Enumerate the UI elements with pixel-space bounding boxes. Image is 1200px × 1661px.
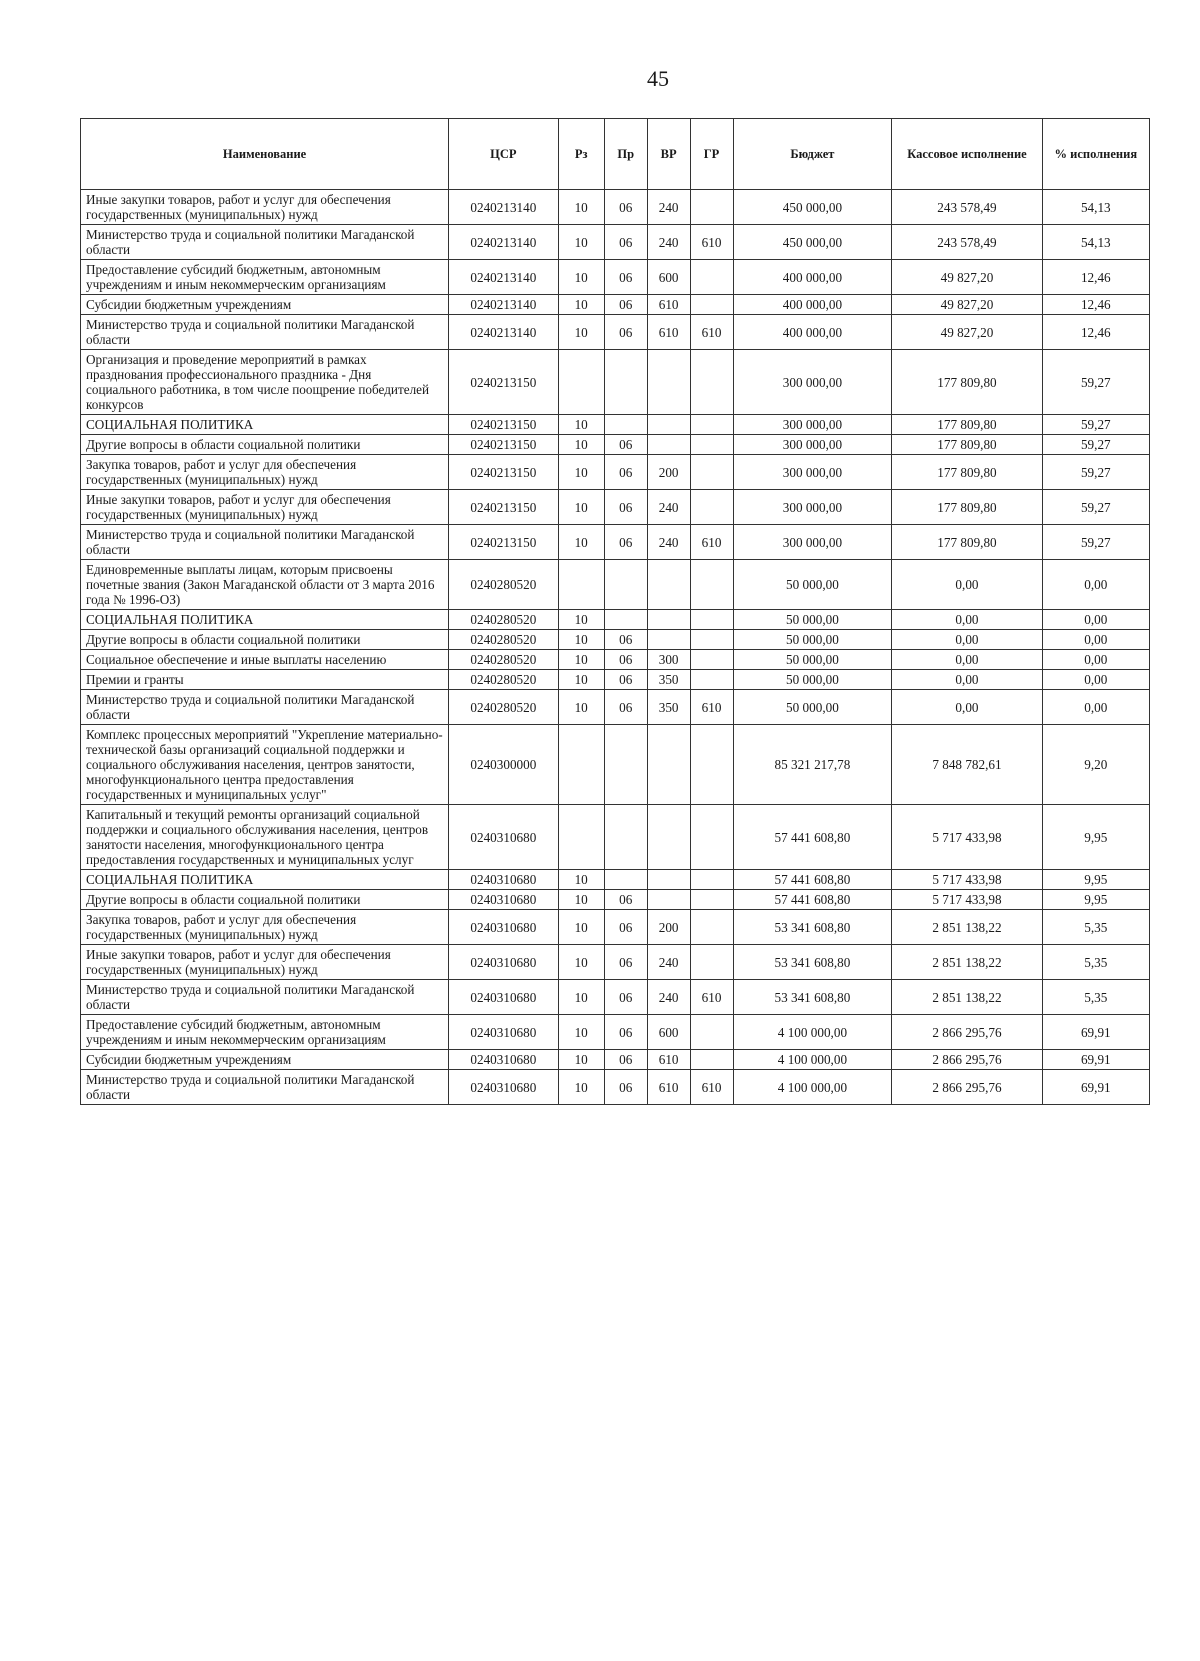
cell-gr: [690, 725, 733, 805]
cell-cash: 0,00: [892, 610, 1042, 630]
cell-pr: 06: [604, 295, 647, 315]
cell-csr: 0240213140: [449, 295, 558, 315]
cell-name: Министерство труда и социальной политики Магаданской области: [81, 315, 449, 350]
cell-vr: 350: [647, 670, 690, 690]
cell-vr: 610: [647, 295, 690, 315]
table-row: [81, 910, 1150, 945]
cell-gr: 610: [690, 525, 733, 560]
table-row: [81, 1015, 1150, 1050]
cell-budget: 4 100 000,00: [733, 1050, 892, 1070]
table-row: [81, 690, 1150, 725]
cell-gr: [690, 650, 733, 670]
cell-budget: 450 000,00: [733, 225, 892, 260]
table-row: [81, 315, 1150, 350]
table-row: [81, 260, 1150, 295]
cell-cash: 2 851 138,22: [892, 945, 1042, 980]
cell-budget: 57 441 608,80: [733, 890, 892, 910]
cell-csr: 0240280520: [449, 650, 558, 670]
cell-pr: 06: [604, 890, 647, 910]
cell-budget: 4 100 000,00: [733, 1070, 892, 1105]
cell-percent: 0,00: [1042, 560, 1149, 610]
cell-rz: 10: [558, 870, 604, 890]
cell-name: Министерство труда и социальной политики Магаданской области: [81, 525, 449, 560]
cell-pr: 06: [604, 315, 647, 350]
cell-vr: 240: [647, 490, 690, 525]
cell-name: Премии и гранты: [81, 670, 449, 690]
cell-csr: 0240213140: [449, 315, 558, 350]
cell-csr: 0240310680: [449, 890, 558, 910]
cell-budget: 400 000,00: [733, 260, 892, 295]
cell-rz: 10: [558, 455, 604, 490]
cell-pr: 06: [604, 1015, 647, 1050]
cell-pr: 06: [604, 225, 647, 260]
cell-vr: 200: [647, 455, 690, 490]
cell-budget: 4 100 000,00: [733, 1015, 892, 1050]
cell-rz: 10: [558, 435, 604, 455]
cell-budget: 50 000,00: [733, 560, 892, 610]
cell-pr: 06: [604, 455, 647, 490]
cell-cash: 2 866 295,76: [892, 1070, 1042, 1105]
cell-gr: [690, 190, 733, 225]
cell-pr: 06: [604, 1050, 647, 1070]
cell-pr: [604, 805, 647, 870]
cell-cash: 0,00: [892, 690, 1042, 725]
cell-csr: 0240213150: [449, 455, 558, 490]
cell-name: Министерство труда и социальной политики Магаданской области: [81, 690, 449, 725]
cell-percent: 9,95: [1042, 870, 1149, 890]
header-pr: Пр: [604, 119, 647, 190]
cell-csr: 0240280520: [449, 610, 558, 630]
cell-budget: 300 000,00: [733, 435, 892, 455]
cell-gr: [690, 560, 733, 610]
cell-rz: 10: [558, 980, 604, 1015]
cell-name: Закупка товаров, работ и услуг для обеспечения государственных (муниципальных) нужд: [81, 910, 449, 945]
cell-csr: 0240310680: [449, 910, 558, 945]
cell-name: Капитальный и текущий ремонты организаций социальной поддержки и социального обслуживания населения, центров занятости населения, многофункционального центра предоставления государственных и муниципальных услуг: [81, 805, 449, 870]
cell-percent: 59,27: [1042, 435, 1149, 455]
header-name: Наименование: [81, 119, 449, 190]
cell-csr: 0240310680: [449, 1070, 558, 1105]
cell-rz: 10: [558, 650, 604, 670]
table-row: [81, 225, 1150, 260]
cell-budget: 53 341 608,80: [733, 980, 892, 1015]
cell-pr: 06: [604, 650, 647, 670]
cell-csr: 0240213150: [449, 490, 558, 525]
cell-gr: 610: [690, 690, 733, 725]
cell-rz: [558, 350, 604, 415]
table-row: [81, 525, 1150, 560]
cell-gr: [690, 415, 733, 435]
cell-gr: [690, 890, 733, 910]
cell-cash: 2 851 138,22: [892, 910, 1042, 945]
table-row: [81, 980, 1150, 1015]
cell-percent: 59,27: [1042, 350, 1149, 415]
cell-csr: 0240213150: [449, 435, 558, 455]
cell-cash: 0,00: [892, 670, 1042, 690]
cell-name: Комплекс процессных мероприятий "Укрепление материально-технической базы организаций социальной поддержки и социального обслуживания населения, центров занятости, многофункционального центра предоставления государственных и муниципальных услуг": [81, 725, 449, 805]
cell-name: Иные закупки товаров, работ и услуг для обеспечения государственных (муниципальных) нужд: [81, 190, 449, 225]
table-header-row: [81, 119, 1150, 190]
cell-percent: 59,27: [1042, 525, 1149, 560]
cell-rz: 10: [558, 315, 604, 350]
cell-rz: 10: [558, 490, 604, 525]
table-row: [81, 435, 1150, 455]
cell-cash: 5 717 433,98: [892, 870, 1042, 890]
cell-gr: 610: [690, 315, 733, 350]
cell-rz: [558, 725, 604, 805]
table-row: [81, 350, 1150, 415]
cell-cash: 2 851 138,22: [892, 980, 1042, 1015]
cell-vr: [647, 610, 690, 630]
table-row: [81, 295, 1150, 315]
cell-csr: 0240310680: [449, 980, 558, 1015]
cell-budget: 300 000,00: [733, 525, 892, 560]
cell-csr: 0240213140: [449, 190, 558, 225]
cell-cash: 7 848 782,61: [892, 725, 1042, 805]
cell-name: Предоставление субсидий бюджетным, автономным учреждениям и иным некоммерческим организациям: [81, 1015, 449, 1050]
cell-pr: 06: [604, 260, 647, 295]
cell-rz: 10: [558, 690, 604, 725]
cell-gr: [690, 455, 733, 490]
cell-percent: 12,46: [1042, 260, 1149, 295]
cell-percent: 0,00: [1042, 690, 1149, 725]
cell-gr: [690, 490, 733, 525]
cell-rz: 10: [558, 295, 604, 315]
cell-percent: 0,00: [1042, 670, 1149, 690]
cell-gr: 610: [690, 225, 733, 260]
cell-gr: [690, 350, 733, 415]
header-cash: Кассовое исполнение: [892, 119, 1042, 190]
cell-percent: 59,27: [1042, 490, 1149, 525]
cell-gr: [690, 1050, 733, 1070]
header-budget: Бюджет: [733, 119, 892, 190]
page-number: 45: [647, 66, 669, 91]
cell-gr: [690, 805, 733, 870]
cell-cash: 0,00: [892, 560, 1042, 610]
cell-cash: 49 827,20: [892, 315, 1042, 350]
cell-cash: 177 809,80: [892, 490, 1042, 525]
cell-vr: [647, 890, 690, 910]
table-row: [81, 670, 1150, 690]
cell-name: Единовременные выплаты лицам, которым присвоены почетные звания (Закон Магаданской области от 3 марта 2016 года № 1996-ОЗ): [81, 560, 449, 610]
cell-percent: 9,95: [1042, 805, 1149, 870]
cell-rz: 10: [558, 525, 604, 560]
table-row: [81, 560, 1150, 610]
cell-vr: [647, 350, 690, 415]
cell-csr: 0240310680: [449, 870, 558, 890]
cell-budget: 50 000,00: [733, 610, 892, 630]
cell-budget: 57 441 608,80: [733, 870, 892, 890]
cell-pr: 06: [604, 490, 647, 525]
cell-csr: 0240310680: [449, 1015, 558, 1050]
cell-percent: 12,46: [1042, 295, 1149, 315]
cell-name: Министерство труда и социальной политики Магаданской области: [81, 1070, 449, 1105]
cell-rz: 10: [558, 630, 604, 650]
cell-csr: 0240280520: [449, 630, 558, 650]
cell-gr: [690, 435, 733, 455]
cell-percent: 5,35: [1042, 945, 1149, 980]
cell-budget: 300 000,00: [733, 490, 892, 525]
cell-percent: 9,20: [1042, 725, 1149, 805]
cell-rz: 10: [558, 890, 604, 910]
cell-rz: 10: [558, 1070, 604, 1105]
cell-vr: 610: [647, 1050, 690, 1070]
table-row: [81, 610, 1150, 630]
table-row: [81, 1050, 1150, 1070]
cell-pr: 06: [604, 190, 647, 225]
cell-gr: 610: [690, 1070, 733, 1105]
cell-pr: 06: [604, 435, 647, 455]
cell-pr: 06: [604, 980, 647, 1015]
cell-name: СОЦИАЛЬНАЯ ПОЛИТИКА: [81, 870, 449, 890]
cell-budget: 450 000,00: [733, 190, 892, 225]
cell-cash: 2 866 295,76: [892, 1050, 1042, 1070]
cell-rz: 10: [558, 945, 604, 980]
cell-gr: [690, 945, 733, 980]
cell-rz: 10: [558, 610, 604, 630]
cell-name: Организация и проведение мероприятий в рамках празднования профессионального праздника - Дня социального работника, в том числе поощрение победителей конкурсов: [81, 350, 449, 415]
cell-rz: 10: [558, 190, 604, 225]
cell-cash: 177 809,80: [892, 350, 1042, 415]
cell-name: Другие вопросы в области социальной политики: [81, 890, 449, 910]
cell-percent: 59,27: [1042, 415, 1149, 435]
cell-csr: 0240280520: [449, 670, 558, 690]
table-row: [81, 890, 1150, 910]
cell-vr: 600: [647, 1015, 690, 1050]
table-row: [81, 190, 1150, 225]
cell-percent: 0,00: [1042, 610, 1149, 630]
cell-name: Министерство труда и социальной политики Магаданской области: [81, 980, 449, 1015]
cell-name: Закупка товаров, работ и услуг для обеспечения государственных (муниципальных) нужд: [81, 455, 449, 490]
cell-cash: 5 717 433,98: [892, 805, 1042, 870]
cell-percent: 5,35: [1042, 980, 1149, 1015]
cell-pr: 06: [604, 525, 647, 560]
cell-name: Другие вопросы в области социальной политики: [81, 630, 449, 650]
cell-pr: 06: [604, 690, 647, 725]
cell-csr: 0240310680: [449, 1050, 558, 1070]
cell-cash: 177 809,80: [892, 455, 1042, 490]
cell-cash: 0,00: [892, 630, 1042, 650]
cell-vr: 350: [647, 690, 690, 725]
header-gr: ГР: [690, 119, 733, 190]
header-percent: % исполнения: [1042, 119, 1149, 190]
cell-pr: [604, 725, 647, 805]
cell-name: Другие вопросы в области социальной политики: [81, 435, 449, 455]
cell-pr: 06: [604, 630, 647, 650]
cell-percent: 5,35: [1042, 910, 1149, 945]
cell-budget: 85 321 217,78: [733, 725, 892, 805]
cell-name: Социальное обеспечение и иные выплаты населению: [81, 650, 449, 670]
cell-budget: 53 341 608,80: [733, 910, 892, 945]
cell-budget: 50 000,00: [733, 650, 892, 670]
cell-budget: 57 441 608,80: [733, 805, 892, 870]
cell-name: Субсидии бюджетным учреждениям: [81, 295, 449, 315]
table-row: [81, 650, 1150, 670]
cell-rz: 10: [558, 260, 604, 295]
cell-vr: 200: [647, 910, 690, 945]
cell-pr: 06: [604, 910, 647, 945]
cell-rz: 10: [558, 670, 604, 690]
cell-gr: [690, 910, 733, 945]
cell-budget: 50 000,00: [733, 670, 892, 690]
cell-csr: 0240280520: [449, 560, 558, 610]
cell-rz: [558, 560, 604, 610]
cell-budget: 300 000,00: [733, 455, 892, 490]
cell-pr: 06: [604, 1070, 647, 1105]
header-vr: ВР: [647, 119, 690, 190]
cell-cash: 2 866 295,76: [892, 1015, 1042, 1050]
cell-name: Субсидии бюджетным учреждениям: [81, 1050, 449, 1070]
cell-vr: [647, 630, 690, 650]
cell-percent: 69,91: [1042, 1015, 1149, 1050]
header-rz: Рз: [558, 119, 604, 190]
cell-csr: 0240300000: [449, 725, 558, 805]
cell-vr: [647, 560, 690, 610]
cell-csr: 0240310680: [449, 945, 558, 980]
cell-gr: [690, 610, 733, 630]
budget-execution-table: [80, 118, 1150, 1105]
cell-percent: 9,95: [1042, 890, 1149, 910]
cell-vr: 240: [647, 225, 690, 260]
cell-cash: 49 827,20: [892, 295, 1042, 315]
cell-vr: [647, 725, 690, 805]
cell-name: Предоставление субсидий бюджетным, автономным учреждениям и иным некоммерческим организациям: [81, 260, 449, 295]
cell-vr: 240: [647, 980, 690, 1015]
cell-cash: 0,00: [892, 650, 1042, 670]
cell-percent: 0,00: [1042, 630, 1149, 650]
cell-csr: 0240213150: [449, 350, 558, 415]
cell-vr: 240: [647, 945, 690, 980]
cell-rz: 10: [558, 1050, 604, 1070]
cell-budget: 300 000,00: [733, 350, 892, 415]
cell-percent: 54,13: [1042, 190, 1149, 225]
cell-cash: 49 827,20: [892, 260, 1042, 295]
table-row: [81, 945, 1150, 980]
table-row: [81, 630, 1150, 650]
cell-name: СОЦИАЛЬНАЯ ПОЛИТИКА: [81, 610, 449, 630]
cell-vr: 300: [647, 650, 690, 670]
cell-gr: [690, 260, 733, 295]
cell-percent: 54,13: [1042, 225, 1149, 260]
cell-gr: 610: [690, 980, 733, 1015]
cell-rz: 10: [558, 415, 604, 435]
cell-pr: 06: [604, 945, 647, 980]
table-row: [81, 415, 1150, 435]
cell-rz: 10: [558, 1015, 604, 1050]
cell-vr: 610: [647, 315, 690, 350]
cell-budget: 50 000,00: [733, 630, 892, 650]
cell-vr: [647, 870, 690, 890]
cell-budget: 53 341 608,80: [733, 945, 892, 980]
cell-pr: [604, 350, 647, 415]
cell-vr: [647, 805, 690, 870]
table-row: [81, 1070, 1150, 1105]
cell-budget: 300 000,00: [733, 415, 892, 435]
cell-percent: 69,91: [1042, 1050, 1149, 1070]
cell-csr: 0240310680: [449, 805, 558, 870]
cell-csr: 0240280520: [449, 690, 558, 725]
cell-percent: 0,00: [1042, 650, 1149, 670]
table-row: [81, 870, 1150, 890]
cell-cash: 243 578,49: [892, 190, 1042, 225]
cell-csr: 0240213150: [449, 525, 558, 560]
cell-budget: 50 000,00: [733, 690, 892, 725]
cell-vr: 240: [647, 190, 690, 225]
cell-gr: [690, 1015, 733, 1050]
cell-cash: 177 809,80: [892, 435, 1042, 455]
table-row: [81, 805, 1150, 870]
cell-vr: [647, 415, 690, 435]
cell-pr: 06: [604, 670, 647, 690]
cell-name: Иные закупки товаров, работ и услуг для обеспечения государственных (муниципальных) нужд: [81, 945, 449, 980]
cell-csr: 0240213140: [449, 260, 558, 295]
cell-vr: 610: [647, 1070, 690, 1105]
cell-cash: 177 809,80: [892, 415, 1042, 435]
cell-vr: 600: [647, 260, 690, 295]
cell-gr: [690, 670, 733, 690]
cell-percent: 59,27: [1042, 455, 1149, 490]
table-row: [81, 725, 1150, 805]
cell-csr: 0240213140: [449, 225, 558, 260]
cell-budget: 400 000,00: [733, 315, 892, 350]
cell-percent: 69,91: [1042, 1070, 1149, 1105]
cell-rz: 10: [558, 910, 604, 945]
cell-vr: [647, 435, 690, 455]
cell-cash: 177 809,80: [892, 525, 1042, 560]
cell-name: Министерство труда и социальной политики Магаданской области: [81, 225, 449, 260]
cell-pr: [604, 560, 647, 610]
table-row: [81, 490, 1150, 525]
cell-name: СОЦИАЛЬНАЯ ПОЛИТИКА: [81, 415, 449, 435]
cell-vr: 240: [647, 525, 690, 560]
cell-pr: [604, 610, 647, 630]
cell-csr: 0240213150: [449, 415, 558, 435]
cell-pr: [604, 415, 647, 435]
cell-rz: 10: [558, 225, 604, 260]
cell-gr: [690, 295, 733, 315]
cell-gr: [690, 870, 733, 890]
cell-pr: [604, 870, 647, 890]
cell-cash: 243 578,49: [892, 225, 1042, 260]
header-csr: ЦСР: [449, 119, 558, 190]
cell-percent: 12,46: [1042, 315, 1149, 350]
cell-gr: [690, 630, 733, 650]
table-row: [81, 455, 1150, 490]
cell-rz: [558, 805, 604, 870]
cell-name: Иные закупки товаров, работ и услуг для обеспечения государственных (муниципальных) нужд: [81, 490, 449, 525]
cell-budget: 400 000,00: [733, 295, 892, 315]
cell-cash: 5 717 433,98: [892, 890, 1042, 910]
